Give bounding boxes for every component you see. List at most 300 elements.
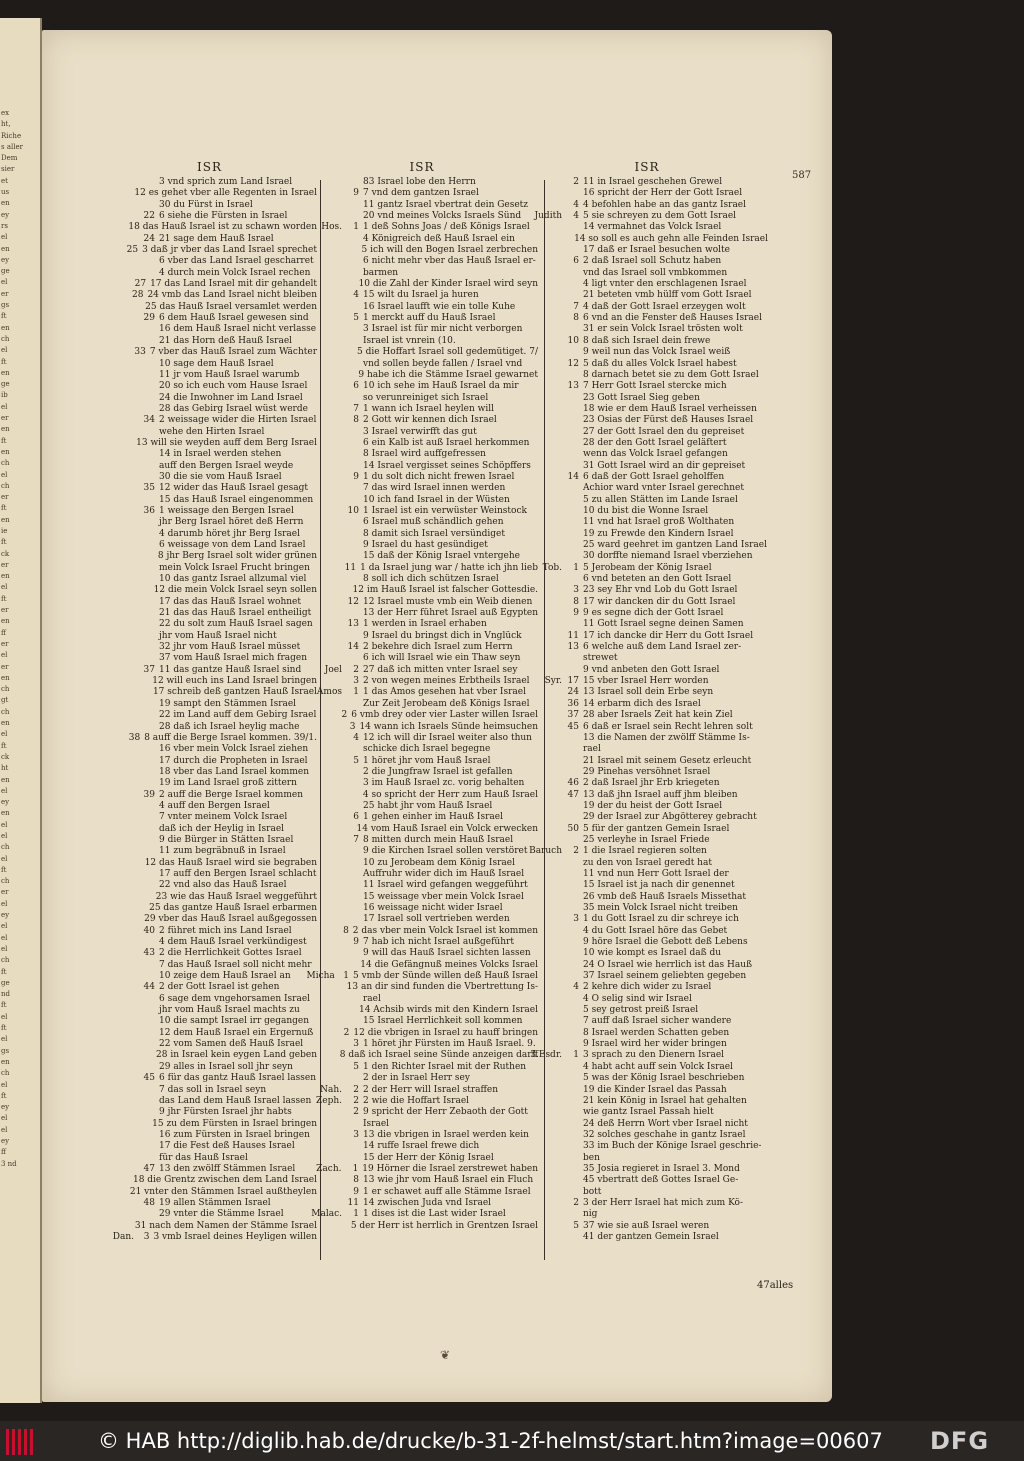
entry-text: 16 vber mein Volck Israel ziehen: [159, 744, 309, 755]
left-edge-line: ge: [1, 380, 10, 389]
index-entry: [102, 1028, 317, 1039]
index-entry: [102, 551, 317, 562]
chapter-number: [565, 245, 583, 256]
index-entry: [102, 381, 317, 392]
entry-text: 7 das wird Israel innen werden: [363, 483, 506, 494]
chapter-number: 2: [353, 664, 359, 675]
left-edge-line: ch: [1, 685, 10, 694]
book-abbreviation: [306, 188, 345, 199]
book-abbreviation: [306, 256, 345, 267]
entry-text: 19 sampt den Stämmen Israel: [159, 698, 297, 709]
chapter-number: [345, 359, 363, 370]
left-edge-line: el: [1, 786, 8, 795]
book-abbreviation: [102, 483, 141, 494]
index-entry: [526, 1187, 768, 1198]
entry-text: 7 das soll in Israel seyn: [159, 1084, 267, 1095]
book-abbreviation: [526, 585, 565, 596]
chapter-number: [345, 211, 363, 222]
book-abbreviation: [306, 449, 345, 460]
chapter-number: 3: [353, 676, 359, 687]
entry-text: rael: [363, 993, 381, 1004]
entry-text: 9 vnd anbeten den Gott Israel: [583, 664, 720, 675]
chapter-number: [141, 653, 159, 664]
chapter-number: 45: [143, 1073, 155, 1084]
entry-text: 10 das gantz Israel allzumal viel: [159, 574, 307, 585]
book-abbreviation: [306, 778, 345, 789]
chapter-number: [343, 960, 360, 971]
entry-text: auff den Bergen Israel weyde: [159, 460, 294, 471]
index-entry: [306, 393, 538, 404]
left-edge-line: ft: [1, 865, 7, 874]
index-entry: [102, 245, 317, 256]
book-abbreviation: Amos: [316, 687, 342, 698]
chapter-number: 6: [573, 256, 579, 267]
chapter-number: [345, 234, 363, 245]
left-edge-line: el: [1, 583, 8, 592]
entry-text: 28 aber Israels Zeit hat kein Ziel: [583, 710, 733, 721]
chapter-number: 40: [143, 925, 155, 936]
entry-text: 5 was der König Israel beschrieben: [583, 1073, 745, 1084]
chapter-number: [565, 1005, 583, 1016]
book-abbreviation: [306, 756, 345, 767]
entry-text: 12 die mein Volck Israel seyn sollen: [153, 585, 317, 596]
index-entry: [102, 642, 317, 653]
book-abbreviation: [526, 381, 565, 392]
book-abbreviation: [102, 994, 141, 1005]
book-abbreviation: [306, 461, 345, 472]
book-abbreviation: [102, 892, 139, 903]
book-abbreviation: [102, 438, 125, 449]
book-abbreviation: [102, 948, 141, 959]
book-abbreviation: [102, 551, 140, 562]
index-entry: [526, 336, 768, 347]
chapter-number: [141, 1016, 159, 1027]
book-abbreviation: [306, 506, 345, 517]
book-abbreviation: [102, 835, 141, 846]
book-abbreviation: [306, 869, 345, 880]
chapter-number: 13: [567, 381, 579, 392]
index-entry: [102, 903, 317, 914]
chapter-number: [141, 971, 159, 982]
index-entry: [102, 256, 317, 267]
book-abbreviation: [102, 812, 141, 823]
book-abbreviation: [526, 517, 565, 528]
chapter-number: [345, 744, 363, 755]
index-entry: [306, 495, 538, 506]
chapter-number: [565, 461, 583, 472]
index-entry: [102, 1085, 317, 1096]
entry-text: 25 ward geehret im gantzen Land Israel: [583, 540, 767, 550]
index-entry: [102, 597, 317, 608]
book-abbreviation: [306, 597, 345, 608]
entry-text: 4 du Gott Israel höre das Gebet: [583, 925, 728, 936]
book-abbreviation: [526, 608, 565, 619]
chapter-number: 4: [353, 732, 359, 743]
entry-text: 6 ich will Israel wie ein Thaw seyn: [363, 653, 521, 664]
left-edge-line: ft: [1, 741, 7, 750]
chapter-number: 9: [353, 937, 359, 948]
book-abbreviation: [102, 415, 141, 426]
entry-text: 21 das Horn deß Hauß Israel: [159, 335, 293, 346]
index-entry: [306, 404, 538, 415]
chapter-number: [345, 653, 363, 664]
index-entry: [526, 778, 768, 789]
chapter-number: 13: [567, 642, 579, 653]
entry-text: 1 du solt dich nicht frewen Israel: [363, 471, 515, 482]
chapter-number: [565, 188, 583, 199]
index-entry: [526, 733, 768, 744]
dfg-logo[interactable]: DFG: [930, 1427, 990, 1455]
book-abbreviation: [306, 585, 337, 596]
index-entry: [526, 1175, 768, 1186]
hab-logo-icon[interactable]: [6, 1429, 38, 1455]
index-entry: [102, 324, 317, 335]
book-abbreviation: [306, 914, 345, 925]
entry-text: 3 Israel verwirfft das gut: [363, 426, 477, 437]
chapter-number: [345, 200, 363, 211]
entry-text: 10 wie kompt es Israel daß du: [583, 948, 721, 959]
left-edge-line: ck: [1, 752, 10, 761]
chapter-number: 3: [573, 914, 579, 925]
entry-text: 1 höret jhr vom Hauß Israel: [363, 755, 491, 766]
index-entry: [306, 642, 538, 653]
book-abbreviation: [526, 438, 565, 449]
entry-text: 13 die vbrigen in Israel werden kein: [363, 1129, 529, 1140]
entry-text: 18 vber das Land Israel kommen: [159, 766, 309, 777]
index-entry: [526, 1050, 768, 1061]
chapter-number: [345, 778, 363, 789]
chapter-number: [565, 653, 583, 664]
left-edge-line: gt: [1, 696, 9, 705]
entry-text: 13 Israel soll dein Erbe seyn: [583, 687, 714, 698]
book-abbreviation: [526, 1016, 565, 1027]
chapter-number: [141, 540, 159, 551]
chapter-number: [565, 1107, 583, 1118]
entry-text: 11 jr vom Hauß Israel warumb: [159, 369, 300, 380]
chapter-number: [141, 1005, 159, 1016]
index-entry: [526, 313, 768, 324]
chapter-number: [345, 903, 363, 914]
entry-text: 16 spricht der Herr der Gott Israel: [583, 188, 743, 199]
entry-text: 6 dem Hauß Israel gewesen sind: [159, 313, 309, 324]
book-abbreviation: [306, 347, 341, 358]
entry-text: 8 auff die Berge Israel kommen. 39/1.: [144, 732, 317, 743]
entry-text: 6 weissage von dem Land Israel: [159, 540, 306, 550]
index-entry: [102, 892, 317, 903]
book-abbreviation: [526, 869, 565, 880]
index-entry: [526, 665, 768, 676]
entry-text: 8 jhr Berg Israel solt wider grünen: [157, 551, 317, 562]
book-abbreviation: [526, 1141, 565, 1152]
index-entry: [306, 540, 538, 551]
chapter-number: 1: [352, 1163, 359, 1174]
index-entry: [526, 1141, 768, 1152]
entry-text: 4 Königreich deß Hauß Israel ein: [363, 233, 515, 244]
index-entry: [102, 880, 317, 891]
book-abbreviation: [526, 268, 565, 279]
chapter-number: [122, 1175, 133, 1186]
index-entry: [526, 359, 768, 370]
chapter-number: [565, 1209, 583, 1220]
left-edge-line: ft: [1, 312, 7, 321]
index-entry: [306, 1221, 538, 1232]
book-abbreviation: [526, 1062, 565, 1073]
book-abbreviation: [306, 574, 345, 585]
chapter-number: [141, 177, 159, 188]
chapter-number: [345, 914, 363, 925]
book-abbreviation: [526, 1221, 565, 1232]
index-entry: [306, 200, 538, 211]
index-entry: [102, 268, 317, 279]
index-entry: [306, 574, 538, 585]
index-entry: [102, 676, 317, 687]
index-entry: [102, 835, 317, 846]
book-abbreviation: [306, 858, 345, 869]
chapter-number: [141, 824, 159, 835]
chapter-number: [141, 1107, 159, 1118]
left-edge-line: nd: [1, 990, 10, 999]
entry-text: 6 vber das Land Israel gescharret: [159, 256, 314, 267]
book-abbreviation: [102, 756, 141, 767]
entry-text: 19 im Land Israel groß zittern: [159, 778, 297, 789]
index-entry: [306, 302, 538, 313]
entry-text: 13 die Namen der zwölff Stämme Is-: [583, 732, 750, 743]
entry-text: 10 du bist die Wonne Israel: [583, 505, 709, 516]
book-abbreviation: [526, 393, 565, 404]
index-entry: [102, 495, 317, 506]
chapter-number: [565, 483, 583, 494]
entry-text: 15 Israel ist ja nach dir genennet: [583, 880, 735, 891]
index-entry: [102, 1232, 317, 1243]
entry-text: 17 daß er Israel besuchen wolte: [583, 245, 730, 256]
entry-text: 31 nach dem Namen der Stämme Israel: [134, 1220, 317, 1231]
chapter-number: [333, 982, 346, 993]
book-abbreviation: [306, 1221, 336, 1232]
index-entry: [526, 801, 768, 812]
entry-text: 5 für der gantzen Gemein Israel: [583, 823, 730, 834]
chapter-number: [141, 869, 159, 880]
chapter-number: [345, 631, 363, 642]
entry-text: 14 zwischen Juda vnd Israel: [363, 1197, 492, 1208]
index-entry: [102, 472, 317, 483]
index-entry: [306, 438, 538, 449]
entry-text: 1 gehen einher im Hauß Israel: [363, 812, 503, 823]
entry-text: 2 der in Israel Herr sey: [363, 1073, 470, 1084]
chapter-number: 37: [567, 710, 579, 721]
entry-text: 29 vnter die Stämme Israel: [159, 1209, 284, 1220]
chapter-number: [141, 994, 159, 1005]
index-entry: [526, 222, 768, 233]
entry-text: 16 Israel laufft wie ein tolle Kuhe: [363, 301, 516, 312]
left-edge-line: ie: [1, 526, 8, 535]
chapter-number: [345, 1016, 363, 1027]
left-edge-line: ft: [1, 594, 7, 603]
entry-text: strewet: [583, 653, 618, 664]
entry-text: 9 die Bürger in Stätten Israel: [159, 834, 294, 845]
book-abbreviation: [526, 994, 565, 1005]
chapter-number: [120, 1187, 130, 1198]
index-entry: [526, 540, 768, 551]
index-entry: [306, 1073, 538, 1084]
chapter-number: 1: [353, 1209, 359, 1220]
entry-text: 14 vom Hauß Israel ein Volck erwecken: [356, 823, 538, 834]
index-entry: [526, 381, 768, 392]
index-entry: [526, 370, 768, 381]
book-abbreviation: [306, 937, 345, 948]
chapter-number: [565, 756, 583, 767]
book-abbreviation: [102, 960, 141, 971]
entry-text: 19 der du heist der Gott Israel: [583, 800, 723, 811]
chapter-number: [565, 1175, 583, 1186]
chapter-number: [565, 495, 583, 506]
entry-text: 17 wir dancken dir du Gott Israel: [583, 596, 736, 607]
chapter-number: [141, 563, 159, 574]
entry-text: vnd sollen beyde fallen / Israel vnd: [363, 358, 523, 369]
entry-text: 25 das gantze Hauß Israel erbarmen: [149, 903, 317, 913]
index-entry: [526, 699, 768, 710]
chapter-number: [141, 495, 159, 506]
book-abbreviation: [102, 744, 141, 755]
index-entry: [526, 744, 768, 755]
entry-text: 11 Israel wird gefangen weggeführt: [363, 880, 528, 891]
left-edge-line: el: [1, 1125, 8, 1134]
index-entry: [102, 937, 317, 948]
left-edge-line: ey: [1, 1137, 10, 1146]
chapter-number: 9: [573, 608, 579, 619]
book-abbreviation: [526, 937, 565, 948]
index-entry: [526, 211, 768, 222]
index-entry: [306, 608, 538, 619]
index-entry: [306, 427, 538, 438]
chapter-number: [336, 1221, 351, 1232]
chapter-number: 43: [143, 948, 155, 959]
entry-text: 9 Israel du bringst dich in Vnglück: [363, 630, 522, 641]
entry-text: 7 vnter meinem Volck Israel: [159, 812, 288, 823]
entry-text: 9 die Kirchen Israel sollen verstöret: [363, 846, 528, 857]
chapter-number: [345, 495, 363, 506]
left-edge-line: ey: [1, 255, 10, 264]
chapter-number: [565, 812, 583, 823]
footer-url[interactable]: © HAB http://diglib.hab.de/drucke/b-31-2f-helmst/start.htm?image=00607: [98, 1429, 883, 1453]
left-edge-line: ch: [1, 459, 10, 468]
entry-text: 17 durch die Propheten in Israel: [159, 755, 308, 766]
index-entry: [102, 336, 317, 347]
index-entry: [102, 960, 317, 971]
chapter-number: [345, 767, 363, 778]
chapter-number: [345, 461, 363, 472]
left-edge-line: el: [1, 854, 8, 863]
chapter-number: [345, 790, 363, 801]
chapter-number: [141, 268, 159, 279]
chapter-number: 10: [567, 335, 579, 346]
index-entry: [102, 313, 317, 324]
entry-text: vnd das Israel soll vmbkommen: [583, 267, 728, 278]
chapter-number: [565, 1062, 583, 1073]
entry-text: 4 darumb höret jhr Berg Israel: [159, 528, 300, 539]
chapter-number: [345, 517, 363, 528]
entry-text: 83 Israel lobe den Herrn: [363, 177, 476, 187]
entry-text: 8 Israel wird auffgefressen: [363, 449, 486, 460]
book-abbreviation: [526, 767, 565, 778]
book-abbreviation: [102, 1039, 141, 1050]
entry-text: 22 vnd also das Hauß Israel: [159, 880, 287, 891]
index-entry: [306, 653, 538, 664]
entry-text: 14 ruffe Israel frewe dich: [363, 1141, 480, 1152]
index-entry: [526, 767, 768, 778]
chapter-number: [565, 449, 583, 460]
book-abbreviation: [526, 892, 565, 903]
index-entry: [102, 812, 317, 823]
index-entry: [102, 347, 317, 358]
book-abbreviation: [526, 642, 565, 653]
entry-text: 18 die Grentz zwischen dem Land Israel: [132, 1175, 317, 1186]
entry-text: 11 zum begräbnuß in Israel: [159, 846, 286, 857]
chapter-number: [141, 597, 159, 608]
entry-text: 21 das das Hauß Israel entheiligt: [159, 608, 312, 619]
entry-text: 1 weissage den Bergen Israel: [159, 505, 294, 516]
entry-text: 9 weil nun das Volck Israel weiß: [583, 347, 731, 358]
book-abbreviation: [526, 415, 565, 426]
book-abbreviation: [306, 302, 345, 313]
book-abbreviation: [102, 529, 141, 540]
chapter-number: [141, 574, 159, 585]
index-entry: [526, 551, 768, 562]
book-abbreviation: [526, 290, 565, 301]
entry-text: 12 will euch ins Land Israel bringen: [152, 676, 317, 687]
book-abbreviation: [102, 177, 141, 188]
chapter-number: 9: [353, 188, 359, 199]
index-entry: [306, 1164, 538, 1175]
left-edge-line: el: [1, 233, 8, 242]
book-abbreviation: [306, 336, 345, 347]
index-entry: [306, 449, 538, 460]
chapter-number: [141, 529, 159, 540]
book-abbreviation: [526, 483, 565, 494]
footer-bar: [0, 1421, 1024, 1461]
book-abbreviation: [526, 1153, 565, 1164]
chapter-number: 24: [143, 233, 155, 244]
entry-text: 15 der Herr der König Israel: [363, 1152, 494, 1163]
entry-text: 12 es gehet vber alle Regenten in Israel: [134, 188, 317, 199]
index-entry: [306, 268, 538, 279]
book-abbreviation: [306, 767, 345, 778]
book-abbreviation: [102, 1107, 141, 1118]
book-abbreviation: [526, 529, 565, 540]
index-entry: [306, 937, 538, 948]
book-abbreviation: [526, 880, 565, 891]
chapter-number: [565, 551, 583, 562]
chapter-number: 39: [143, 789, 155, 800]
index-entry: [526, 302, 768, 313]
left-edge-line: ey: [1, 1103, 10, 1112]
entry-text: 14 in Israel werden stehen: [159, 449, 282, 460]
index-entry: [526, 926, 768, 937]
index-entry: [526, 1221, 768, 1232]
index-entry: [306, 1039, 538, 1050]
book-abbreviation: [102, 495, 141, 506]
book-abbreviation: [306, 563, 343, 574]
chapter-number: [565, 1119, 583, 1130]
chapter-number: [141, 767, 159, 778]
book-abbreviation: [526, 1096, 565, 1107]
entry-text: 1 den Richter Israel mit der Ruthen: [363, 1061, 527, 1072]
index-entry: [102, 563, 317, 574]
index-column-3: [526, 162, 768, 1243]
index-entry: [102, 1130, 317, 1141]
index-entry: [102, 699, 317, 710]
entry-text: 6 vmb drey oder vier Laster willen Israel: [351, 710, 538, 721]
chapter-number: [565, 347, 583, 358]
